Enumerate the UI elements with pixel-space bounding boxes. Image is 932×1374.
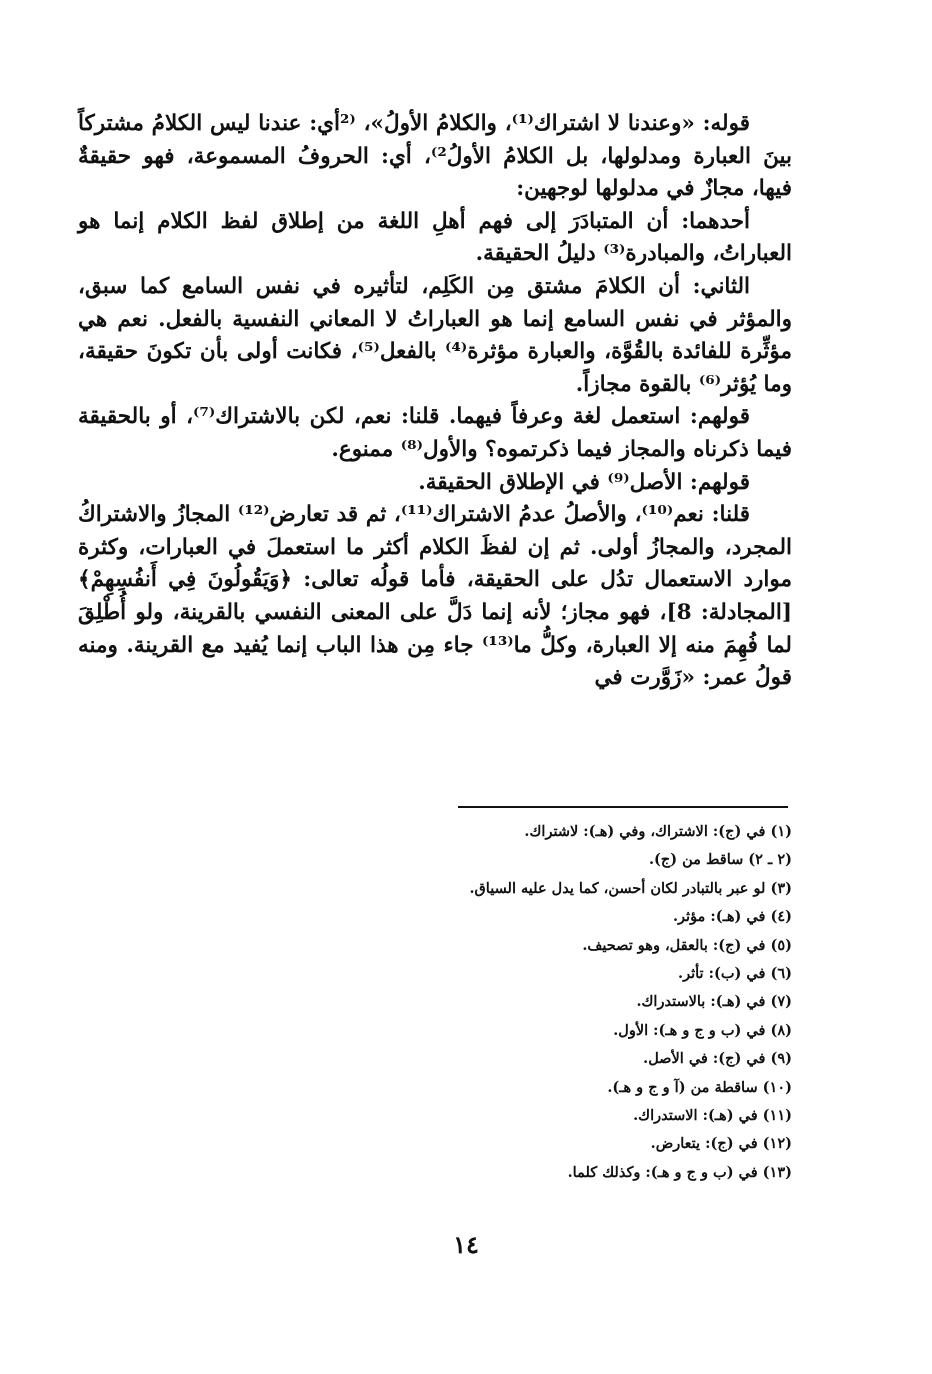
paragraph: قلنا: نعم⁽¹⁰⁾، والأصلُ عدمُ الاشتراك⁽¹¹⁾، ثم قد تعارض⁽¹²⁾ المجازُ والاشتراكُ المجرد، والمجازُ أولى. ثم إن لفظَ الكلام أكثر ما استعملَ في العبارات، وكثرة موارد الاستعمال تدُل على الحقيقة، فأما قولُه تعالى: ﴿وَيَقُولُونَ فِي أَنفُسِهِمْ﴾ [المجادلة: 8]، فهو مجاز؛ لأنه إنما دَلَّ على المعنى النفسي بالقرينة، ولو أُطْلِقَ لما فُهِمَ منه إلا العبارة، وكلُّ ما⁽¹³⁾ جاء مِن هذا الباب إنما يُفيد مع القرينة. ومنه قولُ عمر: «زَوَّرت في [78, 502, 792, 691]
paragraph: قوله: «وعندنا لا اشتراك⁽¹⁾، والكلامُ الأولُ»، ⁽²أي: عندنا ليس الكلامُ مشتركاً بينَ العبارة ومدلولها، بل الكلامُ الأولُ²⁾، أي: الحروفُ المسموعة، فهو حقيقةٌ فيها، مجازٌ في مدلولها لوجهين: [78, 111, 792, 202]
footnote: (٧) في (هـ): بالاستدراك. [636, 993, 792, 1011]
footnote: (١٣) في (ب و ج و هـ): وكذلك كلما. [567, 1163, 792, 1181]
footnote: (١٢) في (ج): يتعارض. [650, 1135, 792, 1153]
footnote: (٨) في (ب و ج و هـ): الأول. [613, 1021, 792, 1039]
paragraph: قولهم: الأصل⁽⁹⁾ في الإطلاق الحقيقة. [418, 469, 750, 495]
paragraph: أحدهما: أن المتبادَرَ إلى فهم أهلِ اللغة من إطلاق لفظ الكلام إنما هو العباراتُ، والمبادرة⁽³⁾ دليلُ الحقيقة. [78, 208, 792, 267]
footnote-divider [458, 806, 788, 808]
footnotes [300, 818, 792, 1187]
footnote: (١١) في (هـ): الاستدراك. [633, 1107, 792, 1125]
footnote: (٥) في (ج): بالعقل، وهو تصحيف. [582, 936, 792, 954]
footnote: (٩) في (ج): في الأصل. [643, 1050, 792, 1068]
paragraph: قولهم: استعمل لغة وعرفاً فيهما. قلنا: نعم، لكن بالاشتراك⁽⁷⁾، أو بالحقيقة فيما ذكرناه والمجاز فيما ذكرتموه؟ والأول⁽⁸⁾ ممنوع. [78, 404, 792, 462]
paragraph: الثاني: أن الكلامَ مشتق مِن الكَلِم، لتأثيره في نفس السامع كما سبق، والمؤثر في نفس السامع إنما هو العباراتُ لا المعاني النفسية بالفعل. نعم هي مؤثِّرة للفائدة بالقُوَّة، والعبارة مؤثرة⁽⁴⁾ بالفعل⁽⁵⁾، فكانت أولى بأن تكونَ حقيقة، وما يُؤثر⁽⁶⁾ بالقوة مجازاً. [78, 273, 793, 397]
footnote: (٤) في (هـ): مؤثر. [672, 908, 792, 926]
main-text [78, 108, 792, 695]
footnote: (٣) لو عبر بالتبادر لكان أحسن، كما يدل عليه السياق. [469, 879, 792, 897]
page-number: ١٤ [453, 1230, 479, 1259]
footnote: (٢ ـ ٢) ساقط من (ج). [648, 851, 792, 869]
footnote: (٦) في (ب): تأثر. [678, 965, 792, 983]
footnote: (١٠) ساقطة من (آ و ج و هـ). [607, 1078, 792, 1096]
footnote: (١) في (ج): الاشتراك، وفي (هـ): لاشتراك. [524, 823, 792, 840]
